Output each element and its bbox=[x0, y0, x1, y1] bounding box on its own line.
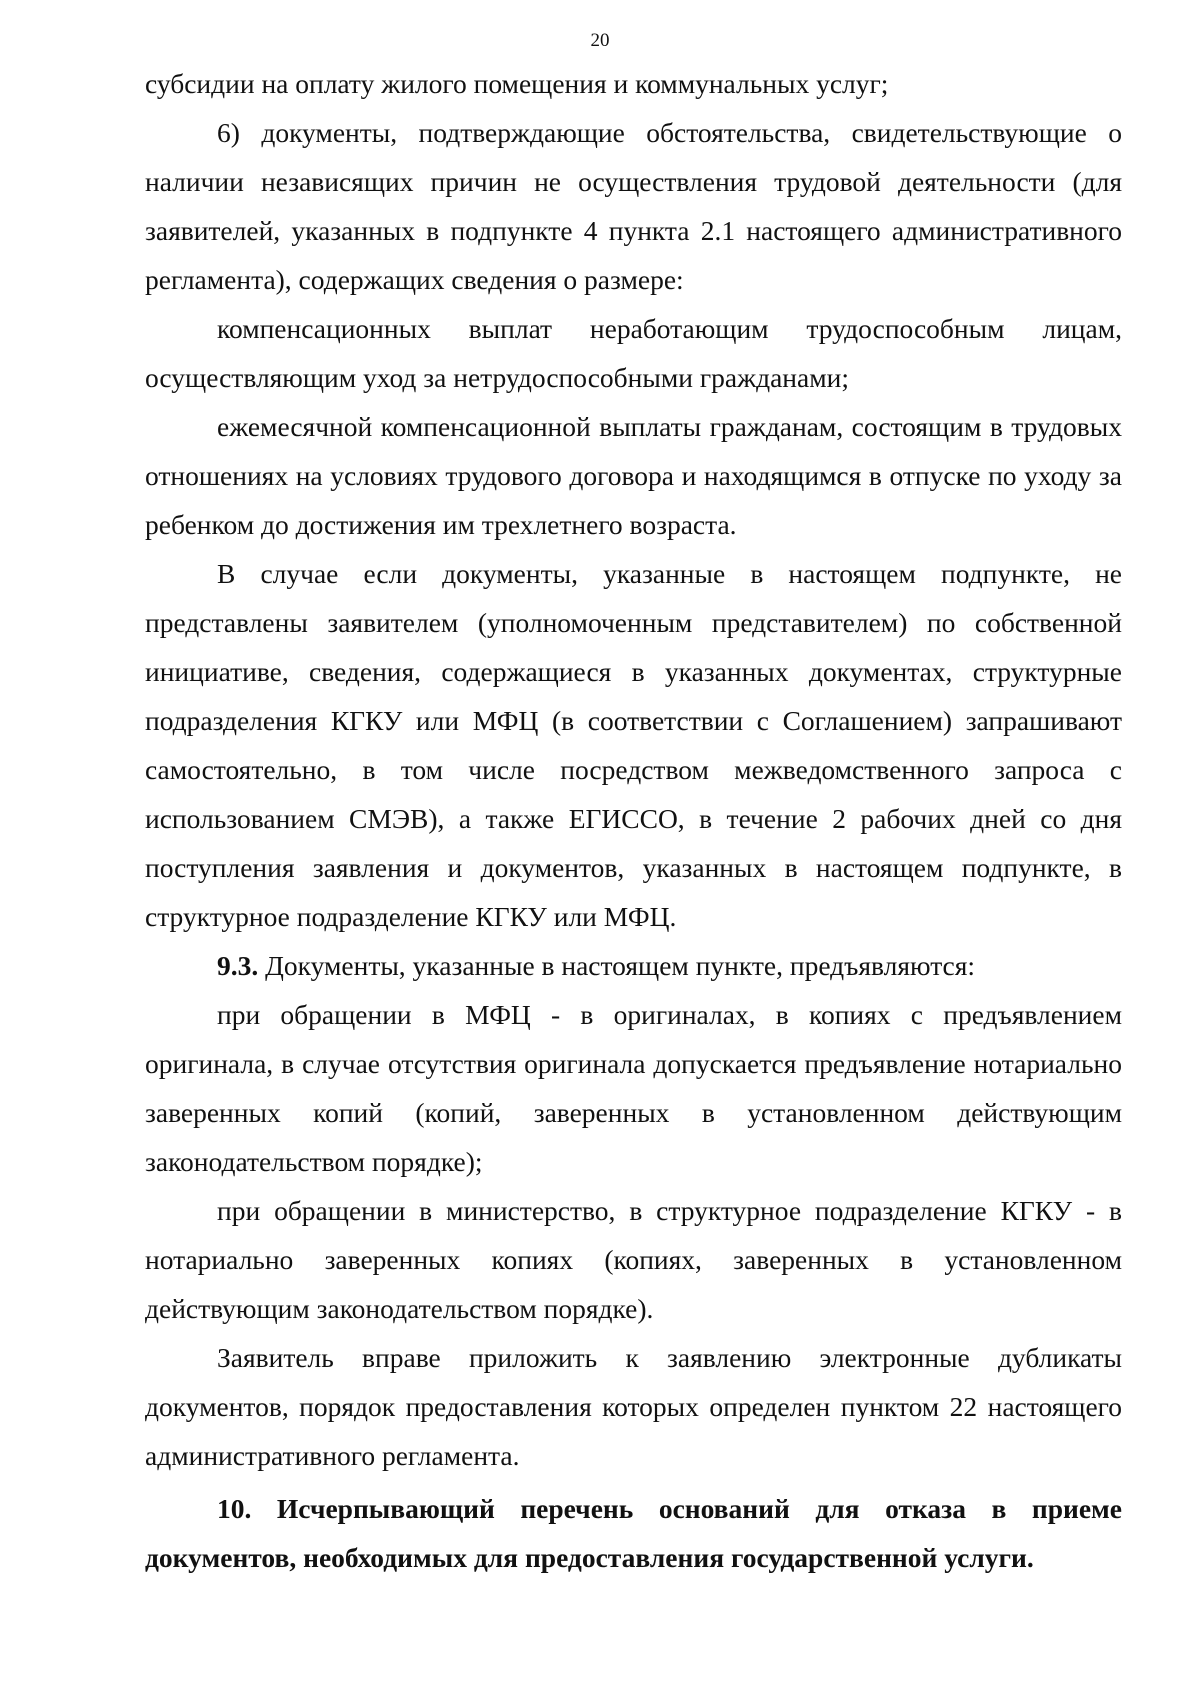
paragraph-subsidy-continuation: субсидии на оплату жилого помещения и коммунальных услуг; bbox=[145, 68, 889, 99]
paragraph-ministry-request: при обращении в министерство, в структурное подразделение КГКУ - в нотариально заверенных копиях (копиях, заверенных в установленном действующим законодательством порядке). bbox=[145, 1195, 1122, 1324]
page-number: 20 bbox=[590, 30, 610, 51]
section-heading-10: 10. Исчерпывающий перечень оснований для отказа в приеме документов, необходимых для предоставления государственной услуги. bbox=[145, 1493, 1122, 1573]
paragraph-mfc-request: при обращении в МФЦ - в оригиналах, в копиях с предъявлением оригинала, в случае отсутствия оригинала допускается предъявление нотариально заверенных копий (копий, заверенных в установленном действующим законодательством порядке); bbox=[145, 999, 1122, 1177]
paragraph-9-3 bbox=[145, 941, 1122, 990]
paragraph-item-6: 6) документы, подтверждающие обстоятельства, свидетельствующие о наличии независящих причин не осуществления трудовой деятельности (для заявителей, указанных в подпункте 4 пункта 2.1 настоящего административного регламента), содержащих сведения о размере: bbox=[145, 117, 1122, 295]
clause-text: Документы, указанные в настоящем пункте, предъявляются: bbox=[258, 950, 976, 981]
paragraph-documents-not-submitted: В случае если документы, указанные в настоящем подпункте, не представлены заявителем (уполномоченным представителем) по собственной инициативе, сведения, содержащиеся в указанных документах, структурные подразделения КГКУ или МФЦ (в соответствии с Соглашением) запрашивают самостоятельно, в том числе посредством межведомственного запроса с использованием СМЭВ), а также ЕГИССО, в течение 2 рабочих дней со дня поступления заявления и документов, указанных в настоящем подпункте, в структурное подразделение КГКУ или МФЦ. bbox=[145, 558, 1122, 932]
paragraph-electronic-duplicates: Заявитель вправе приложить к заявлению электронные дубликаты документов, порядок предоставления которых определен пунктом 22 настоящего административного регламента. bbox=[145, 1342, 1122, 1471]
paragraph-monthly-compensation: ежемесячной компенсационной выплаты гражданам, состоящим в трудовых отношениях на условиях трудового договора и находящимся в отпуске по уходу за ребенком до достижения им трехлетнего возраста. bbox=[145, 411, 1122, 540]
document-body bbox=[145, 59, 1122, 1582]
paragraph-compensation-payments: компенсационных выплат неработающим трудоспособным лицам, осуществляющим уход за нетрудоспособными гражданами; bbox=[145, 313, 1122, 393]
clause-number: 9.3. bbox=[217, 950, 259, 981]
